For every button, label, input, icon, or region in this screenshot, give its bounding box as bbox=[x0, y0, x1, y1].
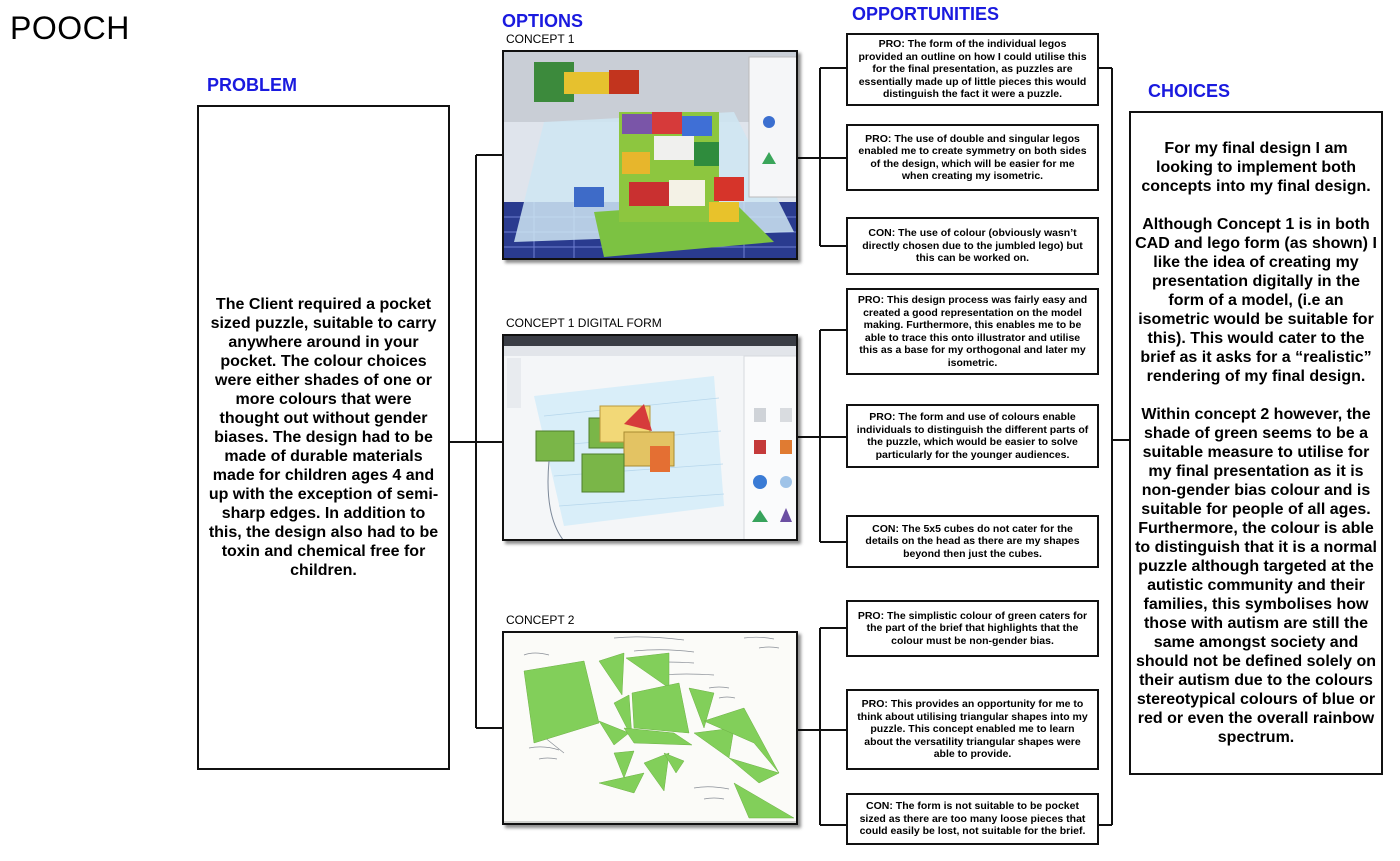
concept-1-cad-screenshot bbox=[502, 334, 798, 541]
page-title: POOCH bbox=[10, 10, 130, 46]
opportunity-box: CON: The form is not suitable to be pocket sized as there are too many loose pieces that could easily be lost, not suitable for the brief. bbox=[846, 793, 1099, 845]
opportunity-box: PRO: This design process was fairly easy and created a good representation on the model making. Furthermore, this enables me to be able to trace this onto illustrator and utilise this as a base for my orthogonal and later my isometric. bbox=[846, 288, 1099, 375]
concept-1-digital-label: CONCEPT 1 DIGITAL FORM bbox=[506, 316, 662, 330]
concept-2-sketch-photo bbox=[502, 631, 798, 825]
choices-heading: CHOICES bbox=[1148, 81, 1231, 101]
opportunity-box: PRO: The form of the individual legos provided an outline on how I could utilise this for the final presentation, as puzzles are essentially made up of little pieces this would distinguish the fact it were a puzzle. bbox=[846, 33, 1099, 106]
concept-1-label: CONCEPT 1 bbox=[506, 32, 575, 46]
options-heading: OPTIONS bbox=[502, 11, 584, 31]
opportunity-box: CON: The 5x5 cubes do not cater for the details on the head as there are my shapes beyond then just the cubes. bbox=[846, 515, 1099, 568]
opportunity-box: PRO: The simplistic colour of green caters for the part of the brief that highlights that the colour must be non-gender bias. bbox=[846, 600, 1099, 657]
opportunity-box: PRO: This provides an opportunity for me to think about utilising triangular shapes into my puzzle. This concept enabled me to learn about the versatility triangular shapes were able to provide. bbox=[846, 689, 1099, 770]
concept-1-lego-photo bbox=[502, 50, 798, 260]
choices-text: For my final design I am looking to implement both concepts into my final design. Although Concept 1 is in both CAD and lego form (as shown) I like the idea of creating my presentation digitally in the form of a model, (i.e an isometric would be suitable for this). This would cater to the brief as it asks for a “realistic” rendering of my final design. Within concept 2 however, the shade of green seems to be a suitable measure to utilise for my final presentation as it is non-gender bias colour and is suitable for people of all ages. Furthermore, the colour is able to distinguish that it is a normal puzzle although targeted at the autistic community and their families, this symbolises how those with autism are still the same amongst society and should not be defined solely on their autism due to the colours stereotypical colours of blue or red or even the overall rainbow spectrum. bbox=[1135, 140, 1377, 746]
concept-2-label: CONCEPT 2 bbox=[506, 613, 575, 627]
opportunity-box: PRO: The form and use of colours enable individuals to distinguish the different parts of the puzzle, which would be easier to solve particularly for the younger audiences. bbox=[846, 404, 1099, 468]
problem-text: The Client required a pocket sized puzzle, suitable to carry anywhere around in your pocket. The colour choices were either shades of one or more colours that were thought out without gender biases. The design had to be made of durable materials made for children ages 4 and up with the exception of semi-sharp edges. In addition to this, the design also had to be toxin and chemical free for children. bbox=[208, 296, 439, 579]
problem-box bbox=[197, 105, 450, 770]
problem-heading: PROBLEM bbox=[207, 75, 297, 95]
opportunity-box: CON: The use of colour (obviously wasn’t directly chosen due to the jumbled lego) but this can be worked on. bbox=[846, 217, 1099, 275]
choices-box bbox=[1129, 111, 1383, 775]
opportunities-heading: OPPORTUNITIES bbox=[852, 4, 1000, 24]
opportunity-box: PRO: The use of double and singular legos enabled me to create symmetry on both sides of the design, which will be easier for me when creating my isometric. bbox=[846, 124, 1099, 191]
